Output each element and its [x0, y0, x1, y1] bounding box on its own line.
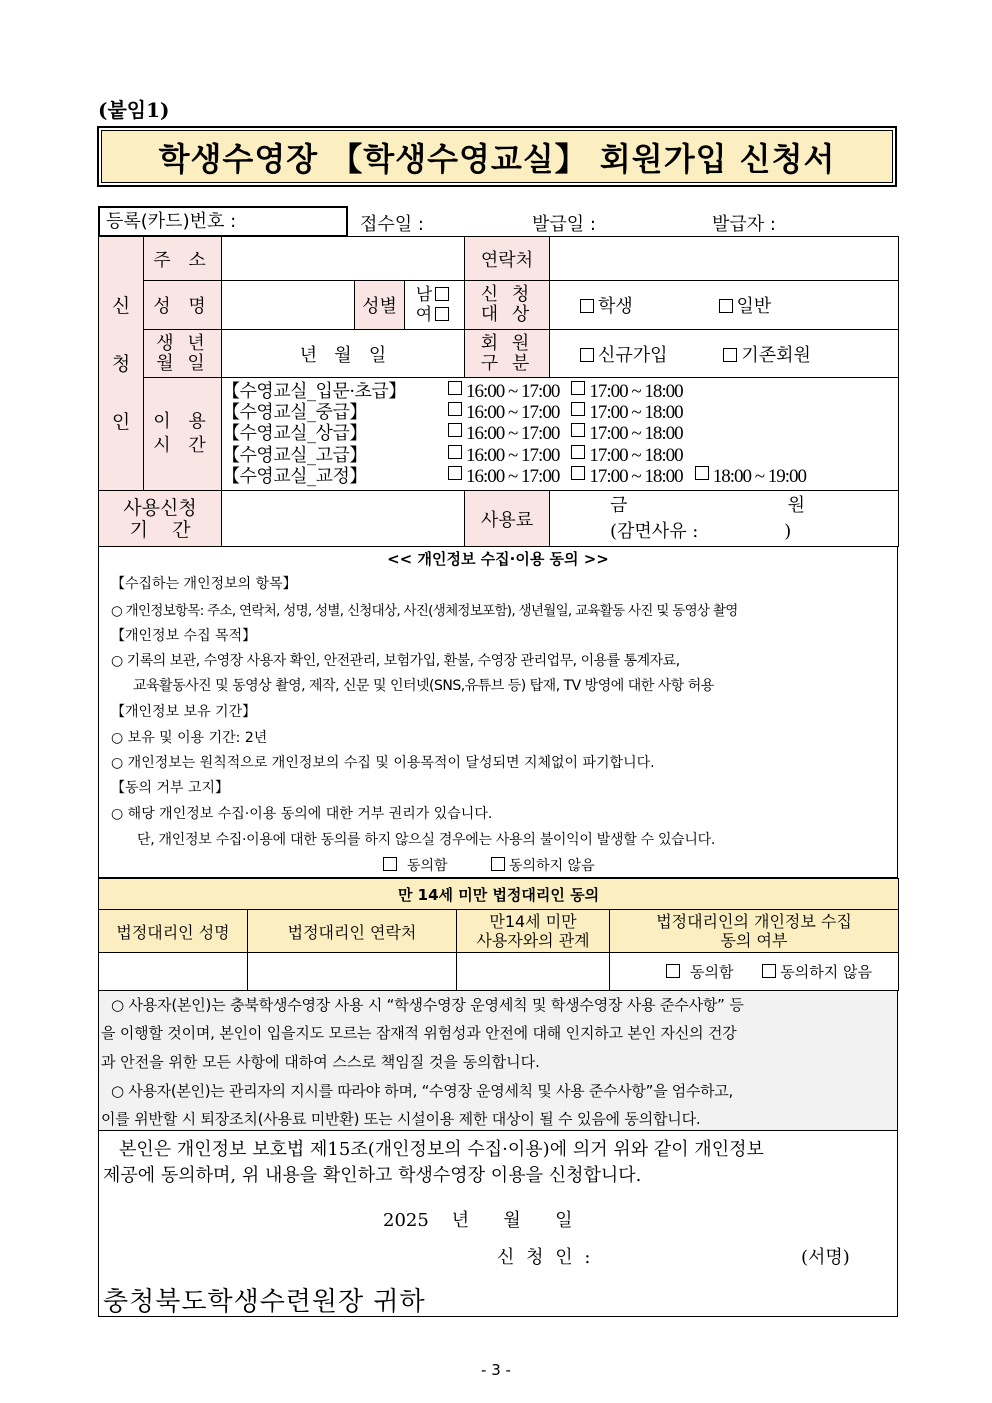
birth-label: 생 년 월 일 [144, 330, 222, 378]
guardian-name-input[interactable] [99, 953, 248, 991]
checkbox-icon[interactable] [762, 964, 776, 978]
fee-field [550, 491, 899, 547]
privacy-items-text: ○ 개인정보항목: 주소, 연락처, 성명, 성별, 신청대상, 사진(생체정보포함), 생년월일, 교육활동 사진 및 동영상 촬영 [111, 603, 738, 619]
gender-options [405, 281, 465, 330]
member-existing-option[interactable]: 기존회원 [723, 345, 811, 366]
privacy-purpose-heading: 【개인정보 수집 목적】 [111, 628, 257, 644]
privacy-refusal-text: ○ 해당 개인정보 수집·이용 동의에 대한 거부 권리가 있습니다. [111, 806, 493, 822]
declaration-section [98, 1131, 898, 1317]
application-date[interactable]: 2025 년 월 일 [383, 1210, 573, 1231]
checkbox-icon[interactable] [571, 466, 585, 480]
privacy-agree-option[interactable]: 동의함 [383, 855, 448, 875]
class-row: 【수영교실_상급】 16:00 ~ 17:00 17:00 ~ 18:00 [222, 423, 683, 445]
signature-label[interactable]: (서명) [801, 1247, 850, 1268]
period-input[interactable] [222, 491, 465, 547]
checkbox-icon[interactable] [719, 299, 733, 313]
form-title: 학생수영장 【학생수영교실】 회원가입 신청서 [101, 130, 893, 183]
checkbox-icon[interactable] [383, 857, 397, 871]
fee-label: 사용료 [465, 491, 550, 547]
privacy-items-heading: 【수집하는 개인정보의 항목】 [111, 576, 297, 592]
issuer-label: 발급자 : [712, 214, 776, 235]
target-options [550, 281, 899, 330]
guardian-consent-header: 법정대리인의 개인정보 수집 동의 여부 [610, 910, 899, 953]
target-student-option[interactable]: 학생 [580, 296, 633, 317]
checkbox-icon[interactable] [435, 287, 449, 301]
checkbox-icon[interactable] [571, 381, 585, 395]
consent-text: 이를 위반할 시 퇴장조치(사용료 미반환) 또는 시설이용 제한 대상이 될 수 있음에 동의합니다. [101, 1110, 701, 1128]
user-consent-section [98, 991, 898, 1131]
class-row: 【수영교실_교정】 16:00 ~ 17:00 17:00 ~ 18:00 18:00 ~ 19:00 [222, 465, 807, 487]
registration-row [98, 206, 898, 236]
contact-label: 연락처 [465, 237, 550, 281]
title-box [97, 126, 897, 187]
gender-label: 성별 [355, 281, 405, 330]
checkbox-icon[interactable] [448, 423, 462, 437]
checkbox-icon[interactable] [695, 466, 709, 480]
consent-text: 과 안전을 위한 모든 사항에 대하여 스스로 책임질 것을 동의합니다. [101, 1053, 540, 1071]
privacy-retention-heading: 【개인정보 보유 기간】 [111, 704, 257, 720]
legal-guardian-table [98, 878, 899, 991]
name-label: 성 명 [144, 281, 222, 330]
member-new-option[interactable]: 신규가입 [580, 345, 668, 366]
guardian-consent-options [610, 953, 899, 991]
birth-input[interactable]: 년 월 일 [222, 330, 465, 378]
declaration-text: 제공에 동의하며, 위 내용을 확인하고 학생수영장 이용을 신청합니다. [103, 1165, 642, 1186]
address-label: 주 소 [144, 237, 222, 281]
checkbox-icon[interactable] [571, 402, 585, 416]
consent-text: 을 이행할 것이며, 본인이 입을지도 모르는 잠재적 위험성과 안전에 대해 인지하고 본인 자신의 건강 [101, 1024, 737, 1042]
guardian-disagree-option[interactable]: 동의하지 않음 [762, 963, 872, 981]
checkbox-icon[interactable] [571, 445, 585, 459]
privacy-purpose-text: 교육활동사진 및 동영상 촬영, 제작, 신문 및 인터넷(SNS,유튜브 등) 탑재, TV 방영에 대한 사항 허용 [133, 678, 714, 694]
checkbox-icon[interactable] [580, 299, 594, 313]
class-row: 【수영교실_고급】 16:00 ~ 17:00 17:00 ~ 18:00 [222, 444, 683, 466]
checkbox-icon[interactable] [571, 423, 585, 437]
gender-female-option[interactable]: 여 [405, 305, 464, 325]
privacy-refusal-heading: 【동의 거부 고지】 [111, 780, 230, 796]
guardian-contact-header: 법정대리인 연락처 [248, 910, 457, 953]
guardian-name-header: 법정대리인 성명 [99, 910, 248, 953]
fee-amount[interactable]: 금 원 [610, 494, 805, 516]
checkbox-icon[interactable] [580, 348, 594, 362]
member-type-label: 회 원 구 분 [465, 330, 550, 378]
page-number: - 3 - [481, 1361, 511, 1379]
declaration-text: 본인은 개인정보 보호법 제15조(개인정보의 수집·이용)에 의거 위와 같이 개인정보 [119, 1139, 764, 1160]
card-number-field[interactable]: 등록(카드)번호 : [98, 206, 348, 237]
consent-text: ○ 사용자(본인)는 충북학생수영장 사용 시 “학생수영장 운영세칙 및 학생수영장 사용 준수사항” 등 [111, 996, 744, 1014]
receipt-date-label: 접수일 : [360, 214, 424, 235]
fee-reason[interactable]: (감면사유 : ) [610, 520, 792, 542]
privacy-disagree-option[interactable]: 동의하지 않음 [491, 855, 595, 875]
gender-male-option[interactable]: 남 [405, 285, 464, 305]
class-row: 【수영교실_입문·초급】 16:00 ~ 17:00 17:00 ~ 18:00 [222, 380, 683, 402]
legal-guardian-title: 만 14세 미만 법정대리인 동의 [99, 879, 899, 910]
privacy-title: << 개인정보 수집·이용 동의 >> [387, 550, 609, 568]
member-type-options [550, 330, 899, 378]
consent-text: ○ 사용자(본인)는 관리자의 지시를 따라야 하며, “수영장 운영세칙 및 사용 준수사항”을 엄수하고, [111, 1082, 733, 1100]
target-general-option[interactable]: 일반 [719, 296, 772, 317]
checkbox-icon[interactable] [435, 307, 449, 321]
addressee: 충청북도학생수련원장 귀하 [103, 1287, 426, 1317]
attachment-label: (붙임1) [98, 98, 170, 122]
applicant-side-label: 신 청 인 [99, 237, 144, 491]
privacy-consent-section [98, 546, 898, 878]
usage-time-label: 이 용 시 간 [144, 378, 222, 491]
checkbox-icon[interactable] [448, 445, 462, 459]
privacy-refusal-text: 단, 개인정보 수집·이용에 대한 동의를 하지 않으실 경우에는 사용의 불이익이 발생할 수 있습니다. [137, 832, 715, 848]
checkbox-icon[interactable] [448, 466, 462, 480]
address-input[interactable] [222, 237, 465, 281]
applicant-sign-label: 신 청 인 : [497, 1247, 594, 1268]
guardian-relation-input[interactable] [457, 953, 610, 991]
privacy-retention-text: ○ 개인정보는 원칙적으로 개인정보의 수집 및 이용목적이 달성되면 지체없이 파기합니다. [111, 755, 655, 771]
guardian-agree-option[interactable]: 동의함 [666, 963, 733, 981]
usage-time-options [222, 378, 899, 491]
target-label: 신 청 대 상 [465, 281, 550, 330]
privacy-purpose-text: ○ 기록의 보관, 수영장 사용자 확인, 안전관리, 보험가입, 환불, 수영장 관리업무, 이용률 통계자료, [111, 653, 680, 669]
checkbox-icon[interactable] [448, 381, 462, 395]
period-label: 사용신청 기 간 [99, 491, 222, 547]
checkbox-icon[interactable] [666, 964, 680, 978]
contact-input[interactable] [550, 237, 899, 281]
applicant-table [98, 236, 899, 547]
checkbox-icon[interactable] [491, 857, 505, 871]
guardian-contact-input[interactable] [248, 953, 457, 991]
checkbox-icon[interactable] [448, 402, 462, 416]
privacy-retention-text: ○ 보유 및 이용 기간: 2년 [111, 730, 268, 746]
checkbox-icon[interactable] [723, 348, 737, 362]
guardian-relation-header: 만14세 미만 사용자와의 관계 [457, 910, 610, 953]
issue-date-label: 발급일 : [532, 214, 596, 235]
class-row: 【수영교실_중급】 16:00 ~ 17:00 17:00 ~ 18:00 [222, 402, 683, 424]
name-input[interactable] [222, 281, 355, 330]
